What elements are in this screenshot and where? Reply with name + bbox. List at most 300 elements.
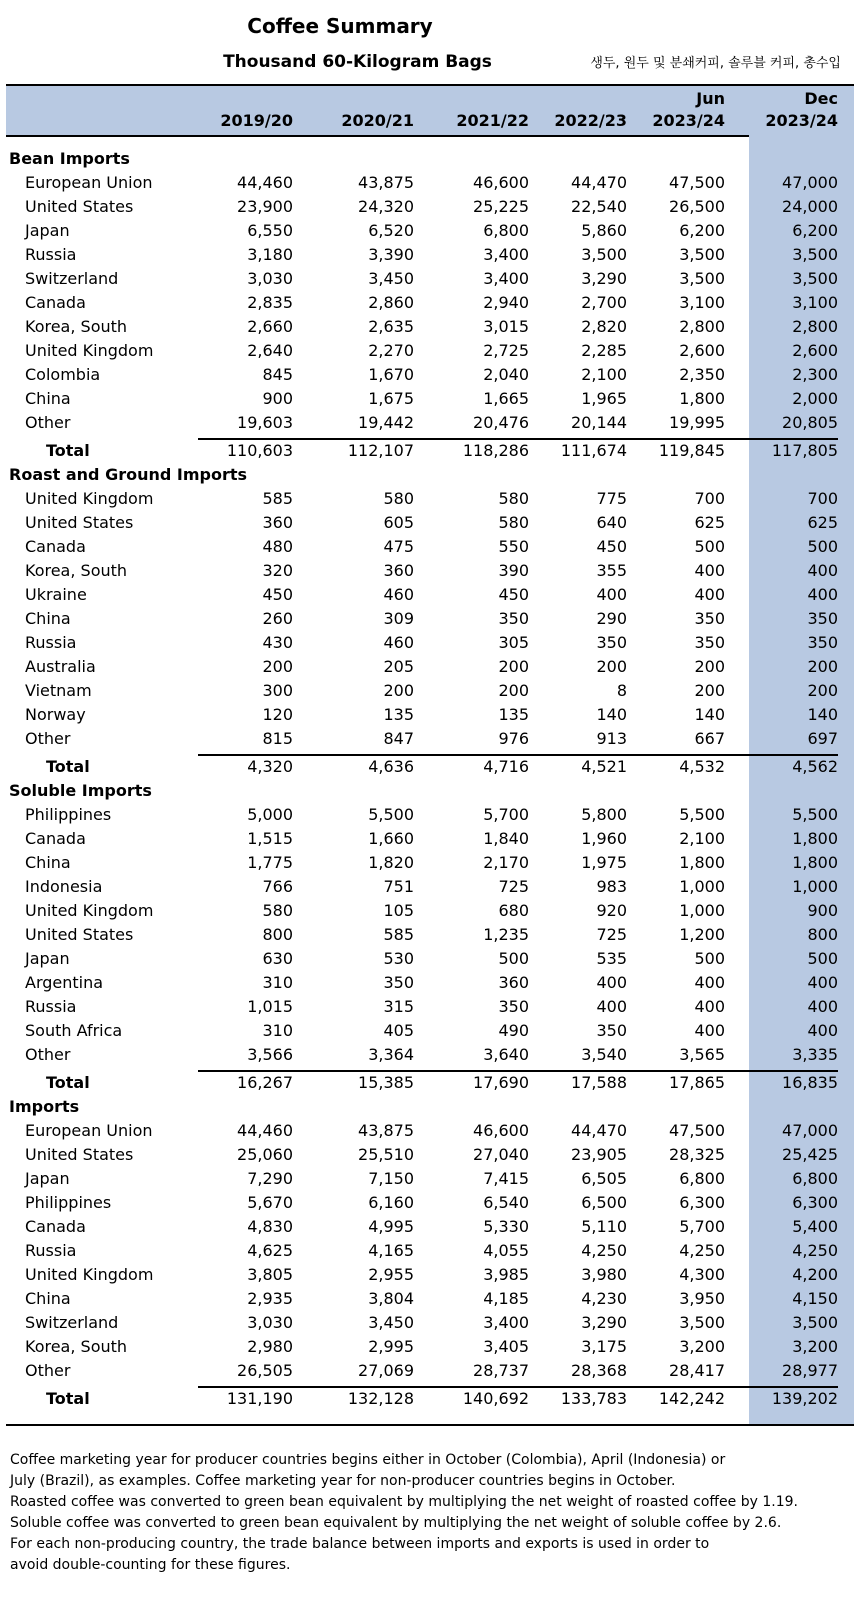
row-label: European Union — [25, 173, 153, 192]
footnote-line: Coffee marketing year for producer countries begins either in October (Colombia), April (Indonesia) or — [10, 1452, 726, 1468]
row-label: Japan — [25, 1169, 70, 1188]
table-row — [0, 607, 861, 631]
cell-value: 47,500 — [669, 1121, 725, 1140]
row-label: United Kingdom — [25, 489, 154, 508]
table-row — [0, 363, 861, 387]
cell-value: 400 — [694, 1021, 725, 1040]
table-row — [0, 803, 861, 827]
cell-value: 20,144 — [571, 413, 627, 432]
cell-value: 5,330 — [483, 1217, 529, 1236]
cell-value: 19,603 — [237, 413, 293, 432]
cell-value: 46,600 — [473, 173, 529, 192]
cell-value: 4,250 — [679, 1241, 725, 1260]
cell-value: 4,636 — [368, 757, 414, 776]
cell-value: 360 — [383, 561, 414, 580]
cell-value: 640 — [596, 513, 627, 532]
cell-value: 23,900 — [237, 197, 293, 216]
table-row — [0, 655, 861, 679]
cell-value: 400 — [694, 585, 725, 604]
table-row — [0, 1335, 861, 1359]
table-row — [0, 827, 861, 851]
section-title — [0, 779, 861, 803]
cell-value: 3,566 — [247, 1045, 293, 1064]
cell-value: 44,460 — [237, 173, 293, 192]
row-label: Other — [25, 729, 71, 748]
cell-value: 44,470 — [571, 1121, 627, 1140]
cell-value: 47,000 — [782, 173, 838, 192]
cell-value: 3,335 — [792, 1045, 838, 1064]
row-label: Canada — [25, 537, 86, 556]
row-label: Roast and Ground Imports — [9, 465, 248, 484]
cell-value: 310 — [262, 973, 293, 992]
cell-value: 1,820 — [368, 853, 414, 872]
cell-value: 20,805 — [782, 413, 838, 432]
cell-value: 3,640 — [483, 1045, 529, 1064]
row-label: Ukraine — [25, 585, 87, 604]
cell-value: 1,665 — [483, 389, 529, 408]
row-label: Philippines — [25, 1193, 112, 1212]
cell-value: 2,725 — [483, 341, 529, 360]
row-label: Korea, South — [25, 1337, 128, 1356]
cell-value: 2,635 — [368, 317, 414, 336]
row-label: Other — [25, 413, 71, 432]
row-label: Russia — [25, 997, 77, 1016]
row-label: China — [25, 853, 71, 872]
cell-value: 200 — [807, 657, 838, 676]
cell-value: 550 — [498, 537, 529, 556]
cell-value: 132,128 — [347, 1389, 414, 1408]
row-label: China — [25, 1289, 71, 1308]
table-row — [0, 411, 861, 435]
cell-value: 725 — [596, 925, 627, 944]
cell-value: 400 — [694, 973, 725, 992]
cell-value: 44,460 — [237, 1121, 293, 1140]
cell-value: 3,950 — [679, 1289, 725, 1308]
cell-value: 1,000 — [792, 877, 838, 896]
row-label: Total — [46, 441, 90, 460]
cell-value: 490 — [498, 1021, 529, 1040]
row-label: Colombia — [25, 365, 101, 384]
footnotes — [10, 1450, 855, 1576]
cell-value: 4,165 — [368, 1241, 414, 1260]
cell-value: 5,700 — [483, 805, 529, 824]
cell-value: 43,875 — [358, 1121, 414, 1140]
cell-value: 2,995 — [368, 1337, 414, 1356]
table-row — [0, 1019, 861, 1043]
cell-value: 2,640 — [247, 341, 293, 360]
cell-value: 2,600 — [679, 341, 725, 360]
cell-value: 2,835 — [247, 293, 293, 312]
cell-value: 3,200 — [679, 1337, 725, 1356]
row-label: Norway — [25, 705, 86, 724]
cell-value: 260 — [262, 609, 293, 628]
cell-value: 2,660 — [247, 317, 293, 336]
cell-value: 920 — [596, 901, 627, 920]
cell-value: 1,015 — [247, 997, 293, 1016]
cell-value: 900 — [262, 389, 293, 408]
table-row — [0, 315, 861, 339]
cell-value: 111,674 — [560, 441, 627, 460]
cell-value: 2,040 — [483, 365, 529, 384]
column-header-top: Jun — [696, 89, 725, 108]
cell-value: 3,180 — [247, 245, 293, 264]
cell-value: 1,775 — [247, 853, 293, 872]
cell-value: 400 — [807, 585, 838, 604]
cell-value: 6,500 — [581, 1193, 627, 1212]
total-row — [0, 1071, 861, 1095]
cell-value: 430 — [262, 633, 293, 652]
table-row — [0, 1215, 861, 1239]
cell-value: 5,800 — [581, 805, 627, 824]
cell-value: 3,985 — [483, 1265, 529, 1284]
row-label: United Kingdom — [25, 901, 154, 920]
cell-value: 400 — [694, 561, 725, 580]
column-header-bottom: 2023/24 — [765, 111, 838, 130]
cell-value: 3,390 — [368, 245, 414, 264]
cell-value: 680 — [498, 901, 529, 920]
row-label: Argentina — [25, 973, 104, 992]
cell-value: 6,200 — [679, 221, 725, 240]
table-row — [0, 923, 861, 947]
cell-value: 4,995 — [368, 1217, 414, 1236]
cell-value: 28,368 — [571, 1361, 627, 1380]
cell-value: 2,285 — [581, 341, 627, 360]
cell-value: 26,505 — [237, 1361, 293, 1380]
cell-value: 6,550 — [247, 221, 293, 240]
table-row — [0, 171, 861, 195]
cell-value: 1,200 — [679, 925, 725, 944]
cell-value: 2,955 — [368, 1265, 414, 1284]
footnote-line: Roasted coffee was converted to green bean equivalent by multiplying the net weight of roasted coffee by 1.19. — [10, 1494, 798, 1510]
cell-value: 5,400 — [792, 1217, 838, 1236]
table-row — [0, 1263, 861, 1287]
table-row — [0, 243, 861, 267]
cell-value: 4,320 — [247, 757, 293, 776]
cell-value: 3,500 — [679, 245, 725, 264]
cell-value: 315 — [383, 997, 414, 1016]
cell-value: 2,100 — [581, 365, 627, 384]
cell-value: 625 — [694, 513, 725, 532]
cell-value: 200 — [694, 657, 725, 676]
table-row — [0, 1239, 861, 1263]
table-row — [0, 1043, 861, 1067]
column-header-bottom: 2019/20 — [220, 111, 293, 130]
cell-value: 28,737 — [473, 1361, 529, 1380]
cell-value: 4,185 — [483, 1289, 529, 1308]
row-label: Russia — [25, 633, 77, 652]
cell-value: 6,300 — [792, 1193, 838, 1212]
cell-value: 355 — [596, 561, 627, 580]
row-label: Other — [25, 1361, 71, 1380]
cell-value: 725 — [498, 877, 529, 896]
cell-value: 140,692 — [462, 1389, 529, 1408]
table-row — [0, 875, 861, 899]
table-bottom-rule — [6, 1424, 854, 1426]
cell-value: 3,400 — [483, 245, 529, 264]
cell-value: 585 — [262, 489, 293, 508]
cell-value: 3,400 — [483, 269, 529, 288]
cell-value: 1,000 — [679, 877, 725, 896]
column-header-bottom: 2020/21 — [341, 111, 414, 130]
cell-value: 3,290 — [581, 1313, 627, 1332]
cell-value: 847 — [383, 729, 414, 748]
cell-value: 625 — [807, 513, 838, 532]
total-row — [0, 439, 861, 463]
cell-value: 6,520 — [368, 221, 414, 240]
cell-value: 913 — [596, 729, 627, 748]
row-label: Japan — [25, 949, 70, 968]
cell-value: 535 — [596, 949, 627, 968]
cell-value: 2,800 — [679, 317, 725, 336]
cell-value: 43,875 — [358, 173, 414, 192]
cell-value: 360 — [262, 513, 293, 532]
table-row — [0, 511, 861, 535]
row-label: Other — [25, 1045, 71, 1064]
footnote-line: avoid double-counting for these figures. — [10, 1557, 291, 1573]
cell-value: 200 — [596, 657, 627, 676]
cell-value: 475 — [383, 537, 414, 556]
row-label: Japan — [25, 221, 70, 240]
cell-value: 450 — [262, 585, 293, 604]
cell-value: 500 — [807, 537, 838, 556]
cell-value: 1,960 — [581, 829, 627, 848]
table-row — [0, 1359, 861, 1383]
cell-value: 16,835 — [782, 1073, 838, 1092]
cell-value: 580 — [498, 489, 529, 508]
cell-value: 3,565 — [679, 1045, 725, 1064]
cell-value: 400 — [807, 997, 838, 1016]
cell-value: 7,290 — [247, 1169, 293, 1188]
cell-value: 300 — [262, 681, 293, 700]
cell-value: 700 — [807, 489, 838, 508]
cell-value: 140 — [694, 705, 725, 724]
cell-value: 19,442 — [358, 413, 414, 432]
cell-value: 119,845 — [658, 441, 725, 460]
cell-value: 200 — [383, 681, 414, 700]
cell-value: 480 — [262, 537, 293, 556]
cell-value: 350 — [694, 633, 725, 652]
cell-value: 1,000 — [679, 901, 725, 920]
cell-value: 350 — [596, 1021, 627, 1040]
cell-value: 44,470 — [571, 173, 627, 192]
cell-value: 2,800 — [792, 317, 838, 336]
cell-value: 3,500 — [792, 245, 838, 264]
cell-value: 350 — [596, 633, 627, 652]
cell-value: 3,500 — [679, 1313, 725, 1332]
cell-value: 3,030 — [247, 269, 293, 288]
cell-value: 350 — [807, 633, 838, 652]
table-row — [0, 535, 861, 559]
cell-value: 4,521 — [581, 757, 627, 776]
cell-value: 17,588 — [571, 1073, 627, 1092]
cell-value: 405 — [383, 1021, 414, 1040]
cell-value: 6,505 — [581, 1169, 627, 1188]
cell-value: 460 — [383, 633, 414, 652]
cell-value: 6,300 — [679, 1193, 725, 1212]
row-label: United States — [25, 197, 134, 216]
table-row — [0, 727, 861, 751]
cell-value: 1,670 — [368, 365, 414, 384]
cell-value: 2,100 — [679, 829, 725, 848]
table-row — [0, 1119, 861, 1143]
cell-value: 2,980 — [247, 1337, 293, 1356]
table-row — [0, 851, 861, 875]
cell-value: 7,415 — [483, 1169, 529, 1188]
cell-value: 3,015 — [483, 317, 529, 336]
cell-value: 142,242 — [658, 1389, 725, 1408]
cell-value: 6,200 — [792, 221, 838, 240]
cell-value: 17,690 — [473, 1073, 529, 1092]
footnote-line: For each non-producing country, the trade balance between imports and exports is used in order to — [10, 1536, 710, 1552]
cell-value: 140 — [807, 705, 838, 724]
row-label: Russia — [25, 1241, 77, 1260]
cell-value: 4,625 — [247, 1241, 293, 1260]
cell-value: 2,350 — [679, 365, 725, 384]
cell-value: 390 — [498, 561, 529, 580]
cell-value: 460 — [383, 585, 414, 604]
row-label: United States — [25, 1145, 134, 1164]
cell-value: 530 — [383, 949, 414, 968]
cell-value: 1,800 — [679, 853, 725, 872]
cell-value: 400 — [807, 561, 838, 580]
cell-value: 766 — [262, 877, 293, 896]
cell-value: 120 — [262, 705, 293, 724]
cell-value: 3,500 — [679, 269, 725, 288]
cell-value: 24,000 — [782, 197, 838, 216]
cell-value: 4,532 — [679, 757, 725, 776]
cell-value: 4,200 — [792, 1265, 838, 1284]
cell-value: 400 — [596, 585, 627, 604]
row-label: Australia — [25, 657, 96, 676]
cell-value: 585 — [383, 925, 414, 944]
cell-value: 28,417 — [669, 1361, 725, 1380]
cell-value: 27,040 — [473, 1145, 529, 1164]
footnote-line: July (Brazil), as examples. Coffee marketing year for non-producer countries begins in October. — [10, 1473, 676, 1489]
total-row — [0, 1387, 861, 1411]
cell-value: 5,110 — [581, 1217, 627, 1236]
cell-value: 117,805 — [771, 441, 838, 460]
cell-value: 4,055 — [483, 1241, 529, 1260]
cell-value: 2,270 — [368, 341, 414, 360]
cell-value: 3,200 — [792, 1337, 838, 1356]
row-label: United States — [25, 513, 134, 532]
table-row — [0, 195, 861, 219]
cell-value: 25,060 — [237, 1145, 293, 1164]
table-row — [0, 1287, 861, 1311]
table-row — [0, 339, 861, 363]
row-label: Total — [46, 757, 90, 776]
cell-value: 5,670 — [247, 1193, 293, 1212]
table-row — [0, 631, 861, 655]
cell-value: 605 — [383, 513, 414, 532]
cell-value: 3,450 — [368, 269, 414, 288]
cell-value: 205 — [383, 657, 414, 676]
cell-value: 47,500 — [669, 173, 725, 192]
cell-value: 5,700 — [679, 1217, 725, 1236]
table-row — [0, 387, 861, 411]
cell-value: 400 — [807, 1021, 838, 1040]
cell-value: 1,515 — [247, 829, 293, 848]
cell-value: 1,660 — [368, 829, 414, 848]
cell-value: 350 — [694, 609, 725, 628]
column-header-top: Dec — [804, 89, 838, 108]
cell-value: 5,860 — [581, 221, 627, 240]
cell-value: 630 — [262, 949, 293, 968]
cell-value: 46,600 — [473, 1121, 529, 1140]
cell-value: 751 — [383, 877, 414, 896]
row-label: Switzerland — [25, 1313, 119, 1332]
cell-value: 105 — [383, 901, 414, 920]
cell-value: 140 — [596, 705, 627, 724]
column-header-bottom: 2021/22 — [456, 111, 529, 130]
cell-value: 2,935 — [247, 1289, 293, 1308]
row-label: Korea, South — [25, 561, 128, 580]
row-label: United Kingdom — [25, 341, 154, 360]
table-row — [0, 995, 861, 1019]
cell-value: 580 — [262, 901, 293, 920]
table-row — [0, 1191, 861, 1215]
table-row — [0, 1167, 861, 1191]
cell-value: 2,170 — [483, 853, 529, 872]
cell-value: 200 — [262, 657, 293, 676]
cell-value: 4,250 — [792, 1241, 838, 1260]
column-header-bottom: 2023/24 — [652, 111, 725, 130]
cell-value: 5,500 — [679, 805, 725, 824]
cell-value: 310 — [262, 1021, 293, 1040]
cell-value: 309 — [383, 609, 414, 628]
cell-value: 1,235 — [483, 925, 529, 944]
table-row — [0, 291, 861, 315]
cell-value: 3,405 — [483, 1337, 529, 1356]
row-label: United States — [25, 925, 134, 944]
cell-value: 500 — [807, 949, 838, 968]
cell-value: 2,940 — [483, 293, 529, 312]
cell-value: 131,190 — [226, 1389, 293, 1408]
cell-value: 3,500 — [581, 245, 627, 264]
row-label: United Kingdom — [25, 1265, 154, 1284]
cell-value: 775 — [596, 489, 627, 508]
cell-value: 6,540 — [483, 1193, 529, 1212]
cell-value: 3,450 — [368, 1313, 414, 1332]
cell-value: 450 — [498, 585, 529, 604]
row-label: Total — [46, 1073, 90, 1092]
cell-value: 2,000 — [792, 389, 838, 408]
cell-value: 2,820 — [581, 317, 627, 336]
cell-value: 22,540 — [571, 197, 627, 216]
cell-value: 400 — [807, 973, 838, 992]
cell-value: 320 — [262, 561, 293, 580]
cell-value: 5,000 — [247, 805, 293, 824]
cell-value: 2,300 — [792, 365, 838, 384]
cell-value: 133,783 — [560, 1389, 627, 1408]
cell-value: 3,100 — [792, 293, 838, 312]
cell-value: 3,364 — [368, 1045, 414, 1064]
cell-value: 1,965 — [581, 389, 627, 408]
cell-value: 4,300 — [679, 1265, 725, 1284]
row-label: European Union — [25, 1121, 153, 1140]
cell-value: 135 — [498, 705, 529, 724]
section-title — [0, 463, 861, 487]
cell-value: 25,425 — [782, 1145, 838, 1164]
cell-value: 360 — [498, 973, 529, 992]
cell-value: 4,230 — [581, 1289, 627, 1308]
cell-value: 200 — [807, 681, 838, 700]
cell-value: 118,286 — [462, 441, 529, 460]
row-label: Imports — [9, 1097, 80, 1116]
table-row — [0, 1311, 861, 1335]
cell-value: 4,150 — [792, 1289, 838, 1308]
cell-value: 25,510 — [358, 1145, 414, 1164]
